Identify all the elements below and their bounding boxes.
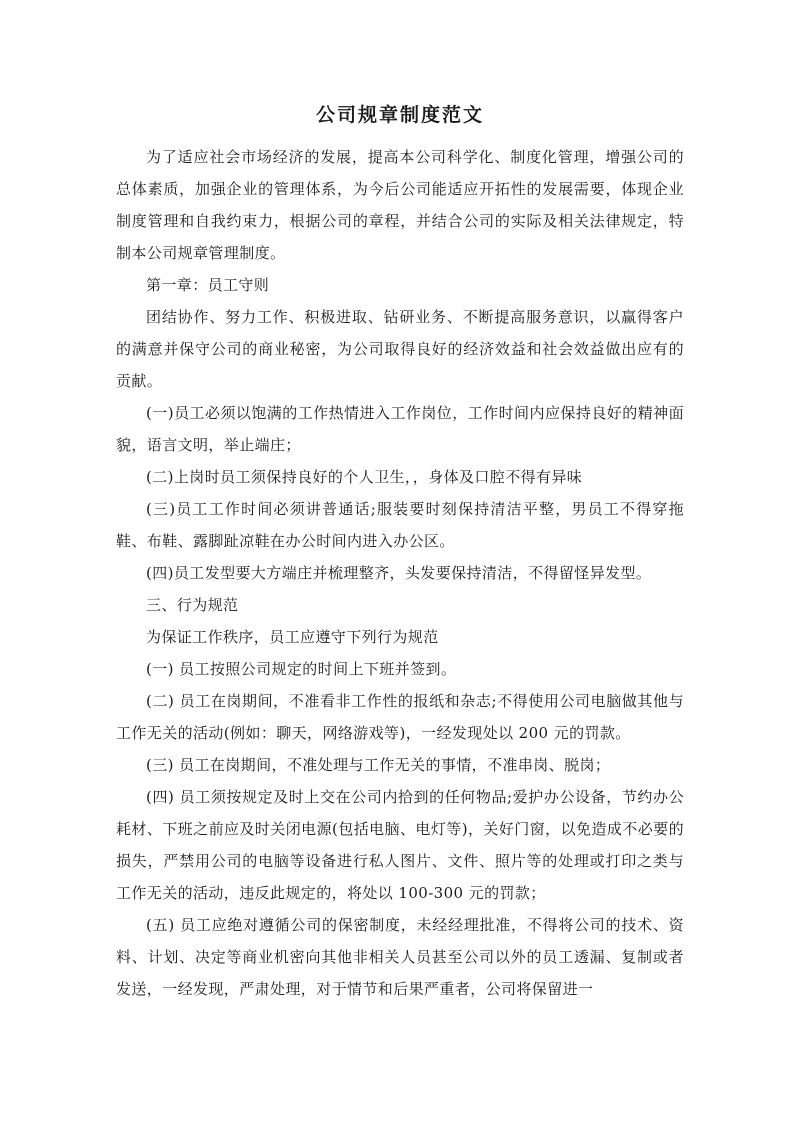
conduct-item: (三) 员工在岗期间，不准处理与工作无关的事情，不准串岗、脱岗； [146, 756, 611, 774]
conduct-item: (四) 员工须按规定及时上交在公司内拾到的任何物品;爱护办公设备，节约办公耗材、下班之前应及时关闭电源(包括电脑、电灯等)，关好门窗，以免造成不必要的损失，严禁用公司的电脑等设备进行私人图片、文件、照片等的处理或打印之类与工作无关的活动，违反此规定的，将处以 100-300 元的罚款； [116, 788, 684, 902]
heading-chapter-one: 第一章：员工守则 [146, 276, 270, 294]
rule-item: (三)员工工作时间必须讲普通话;服装要时刻保持清洁平整，男员工不得穿拖鞋、布鞋、露脚趾凉鞋在办公时间内进入办公区。 [116, 500, 684, 550]
paragraph-intro: 为了适应社会市场经济的发展，提高本公司科学化、制度化管理，增强公司的总体素质，加强企业的管理体系，为今后公司能适应开拓性的发展需要，体现企业制度管理和自我约束力，根据公司的章程，并结合公司的实际及相关法律规定，特制本公司规章管理制度。 [116, 148, 684, 262]
heading-section-three: 三、行为规范 [146, 596, 239, 614]
document-body [116, 141, 684, 1005]
conduct-item: (一) 员工按照公司规定的时间上下班并签到。 [146, 660, 457, 678]
paragraph-conduct-intro: 为保证工作秩序，员工应遵守下列行为规范 [146, 628, 439, 646]
conduct-item: (二) 员工在岗期间，不准看非工作性的报纸和杂志;不得使用公司电脑做其他与工作无关的活动(例如：聊天，网络游戏等)，一经发现处以 200 元的罚款。 [116, 692, 684, 742]
rule-item: (一)员工必须以饱满的工作热情进入工作岗位，工作时间内应保持良好的精神面貌，语言文明，举止端庄； [116, 404, 684, 454]
rule-item: (二)上岗时员工须保持良好的个人卫生，，身体及口腔不得有异味 [146, 468, 583, 486]
conduct-item: (五) 员工应绝对遵循公司的保密制度，未经经理批准，不得将公司的技术、资料、计划、决定等商业机密向其他非相关人员甚至公司以外的员工透漏、复制或者发送，一经发现，严肃处理，对于情节和后果严重者，公司将保留进一 [116, 916, 684, 998]
rule-item: (四)员工发型要大方端庄并梳理整齐，头发要保持清洁，不得留怪异发型。 [146, 564, 652, 582]
document-title: 公司规章制度范文 [315, 104, 484, 126]
paragraph-employee-code: 团结协作、努力工作、积极进取、钻研业务、不断提高服务意识，以赢得客户的满意并保守公司的商业秘密，为公司取得良好的经济效益和社会效益做出应有的贡献。 [116, 308, 684, 390]
